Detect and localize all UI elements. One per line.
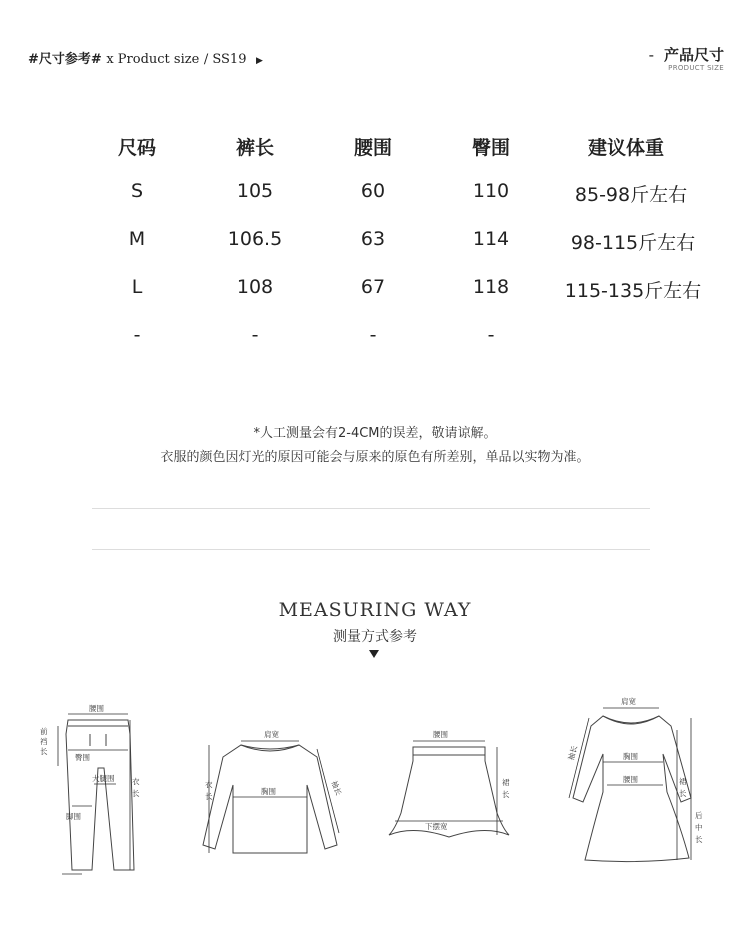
table-cell: 114 <box>472 228 510 250</box>
divider <box>92 508 650 509</box>
header-product-size: x Product size <box>106 52 200 67</box>
header-season: / SS19 <box>203 52 247 67</box>
table-cell: 67 <box>360 276 386 298</box>
table-header-weight: 建议体重 <box>587 137 664 159</box>
table-header-waist: 腰围 <box>353 137 392 159</box>
table-cell: - <box>133 324 141 346</box>
pants-hem-label: 脚围 <box>66 812 81 821</box>
dress-skirt-length-label-2: 长 <box>679 789 687 798</box>
dress-back-length-label <box>695 810 705 844</box>
dress-back-length-label-1: 后 <box>695 811 703 820</box>
header-right-title: 产品尺寸 <box>663 46 724 64</box>
skirt-length-label <box>502 778 512 799</box>
pants-front-rise-label-1: 前 <box>40 727 48 736</box>
table-cell: 105 <box>236 180 274 202</box>
pants-front-rise-label-3: 长 <box>40 747 48 756</box>
table-cell: S <box>130 180 144 202</box>
header-product-size-block <box>649 44 724 72</box>
dress-skirt-length-label <box>679 777 689 798</box>
table-cell: M <box>128 228 146 250</box>
header-dash: - <box>648 46 654 64</box>
dress-shoulder-label: 肩宽 <box>621 697 636 706</box>
note-measurement-error: *人工测量会有2-4CM的误差，敬请谅解。 <box>253 426 497 441</box>
top-chest-label: 胸围 <box>261 787 276 796</box>
pants-thigh-label: 大腿围 <box>92 774 115 783</box>
down-triangle-icon <box>369 650 379 658</box>
table-cell: 115-135斤左右 <box>564 280 702 302</box>
play-triangle-icon: ▶ <box>256 56 263 66</box>
dress-waist-label: 腰围 <box>623 775 638 784</box>
dress-diagram <box>555 692 710 872</box>
table-cell: 85-98斤左右 <box>574 184 688 206</box>
table-header-size: 尺码 <box>117 137 156 159</box>
top-length-label-2: 长 <box>205 792 213 801</box>
skirt-diagram <box>385 725 515 845</box>
measuring-way-subtitle: 测量方式参考 <box>333 629 417 645</box>
table-cell: L <box>131 276 143 298</box>
table-header-length: 裤长 <box>235 137 274 159</box>
dress-back-length-label-3: 长 <box>695 835 703 844</box>
note-color-difference: 衣服的颜色因灯光的原因可能会与原来的原色有所差别，单品以实物为准。 <box>160 450 590 465</box>
table-cell: - <box>487 324 495 346</box>
table-header-hip: 臀围 <box>471 137 510 159</box>
skirt-waist-label: 腰围 <box>433 730 448 739</box>
pants-front-rise-label <box>40 726 50 756</box>
pants-length-label-1: 衣 <box>132 777 140 786</box>
dress-skirt-length-label-1: 裙 <box>679 777 687 786</box>
top-length-label-1: 衣 <box>205 780 213 789</box>
pants-hip-label: 臀围 <box>75 753 90 762</box>
header-tag: #尺寸参考# <box>28 52 102 67</box>
table-cell: - <box>251 324 259 346</box>
pants-waist-label: 腰围 <box>89 704 104 713</box>
measuring-way-title: MEASURING WAY <box>278 599 472 621</box>
pants-length-label-2: 长 <box>132 789 140 798</box>
table-cell: 110 <box>472 180 510 202</box>
dress-back-length-label-2: 中 <box>695 823 703 832</box>
pants-front-rise-label-2: 裆 <box>40 737 48 746</box>
skirt-hem-label: 下摆宽 <box>425 822 448 831</box>
skirt-length-label-1: 裙 <box>502 778 510 787</box>
dress-chest-label: 胸围 <box>623 752 638 761</box>
header-size-reference <box>28 48 263 67</box>
top-diagram <box>195 725 345 860</box>
table-cell: 108 <box>236 276 274 298</box>
divider <box>92 549 650 550</box>
table-cell: 98-115斤左右 <box>570 232 696 254</box>
table-cell: 60 <box>360 180 386 202</box>
table-cell: - <box>369 324 377 346</box>
dress-sleeve-label: 袖长 <box>566 744 580 762</box>
header-right-subtitle: PRODUCT SIZE <box>668 64 724 72</box>
top-shoulder-label: 肩宽 <box>264 730 279 739</box>
table-cell: 106.5 <box>227 228 283 250</box>
skirt-length-label-2: 长 <box>502 790 510 799</box>
top-sleeve-label: 袖长 <box>329 779 344 797</box>
pants-diagram <box>30 698 150 883</box>
table-cell: 118 <box>472 276 510 298</box>
pants-length-label <box>132 776 142 798</box>
table-cell: 63 <box>360 228 386 250</box>
